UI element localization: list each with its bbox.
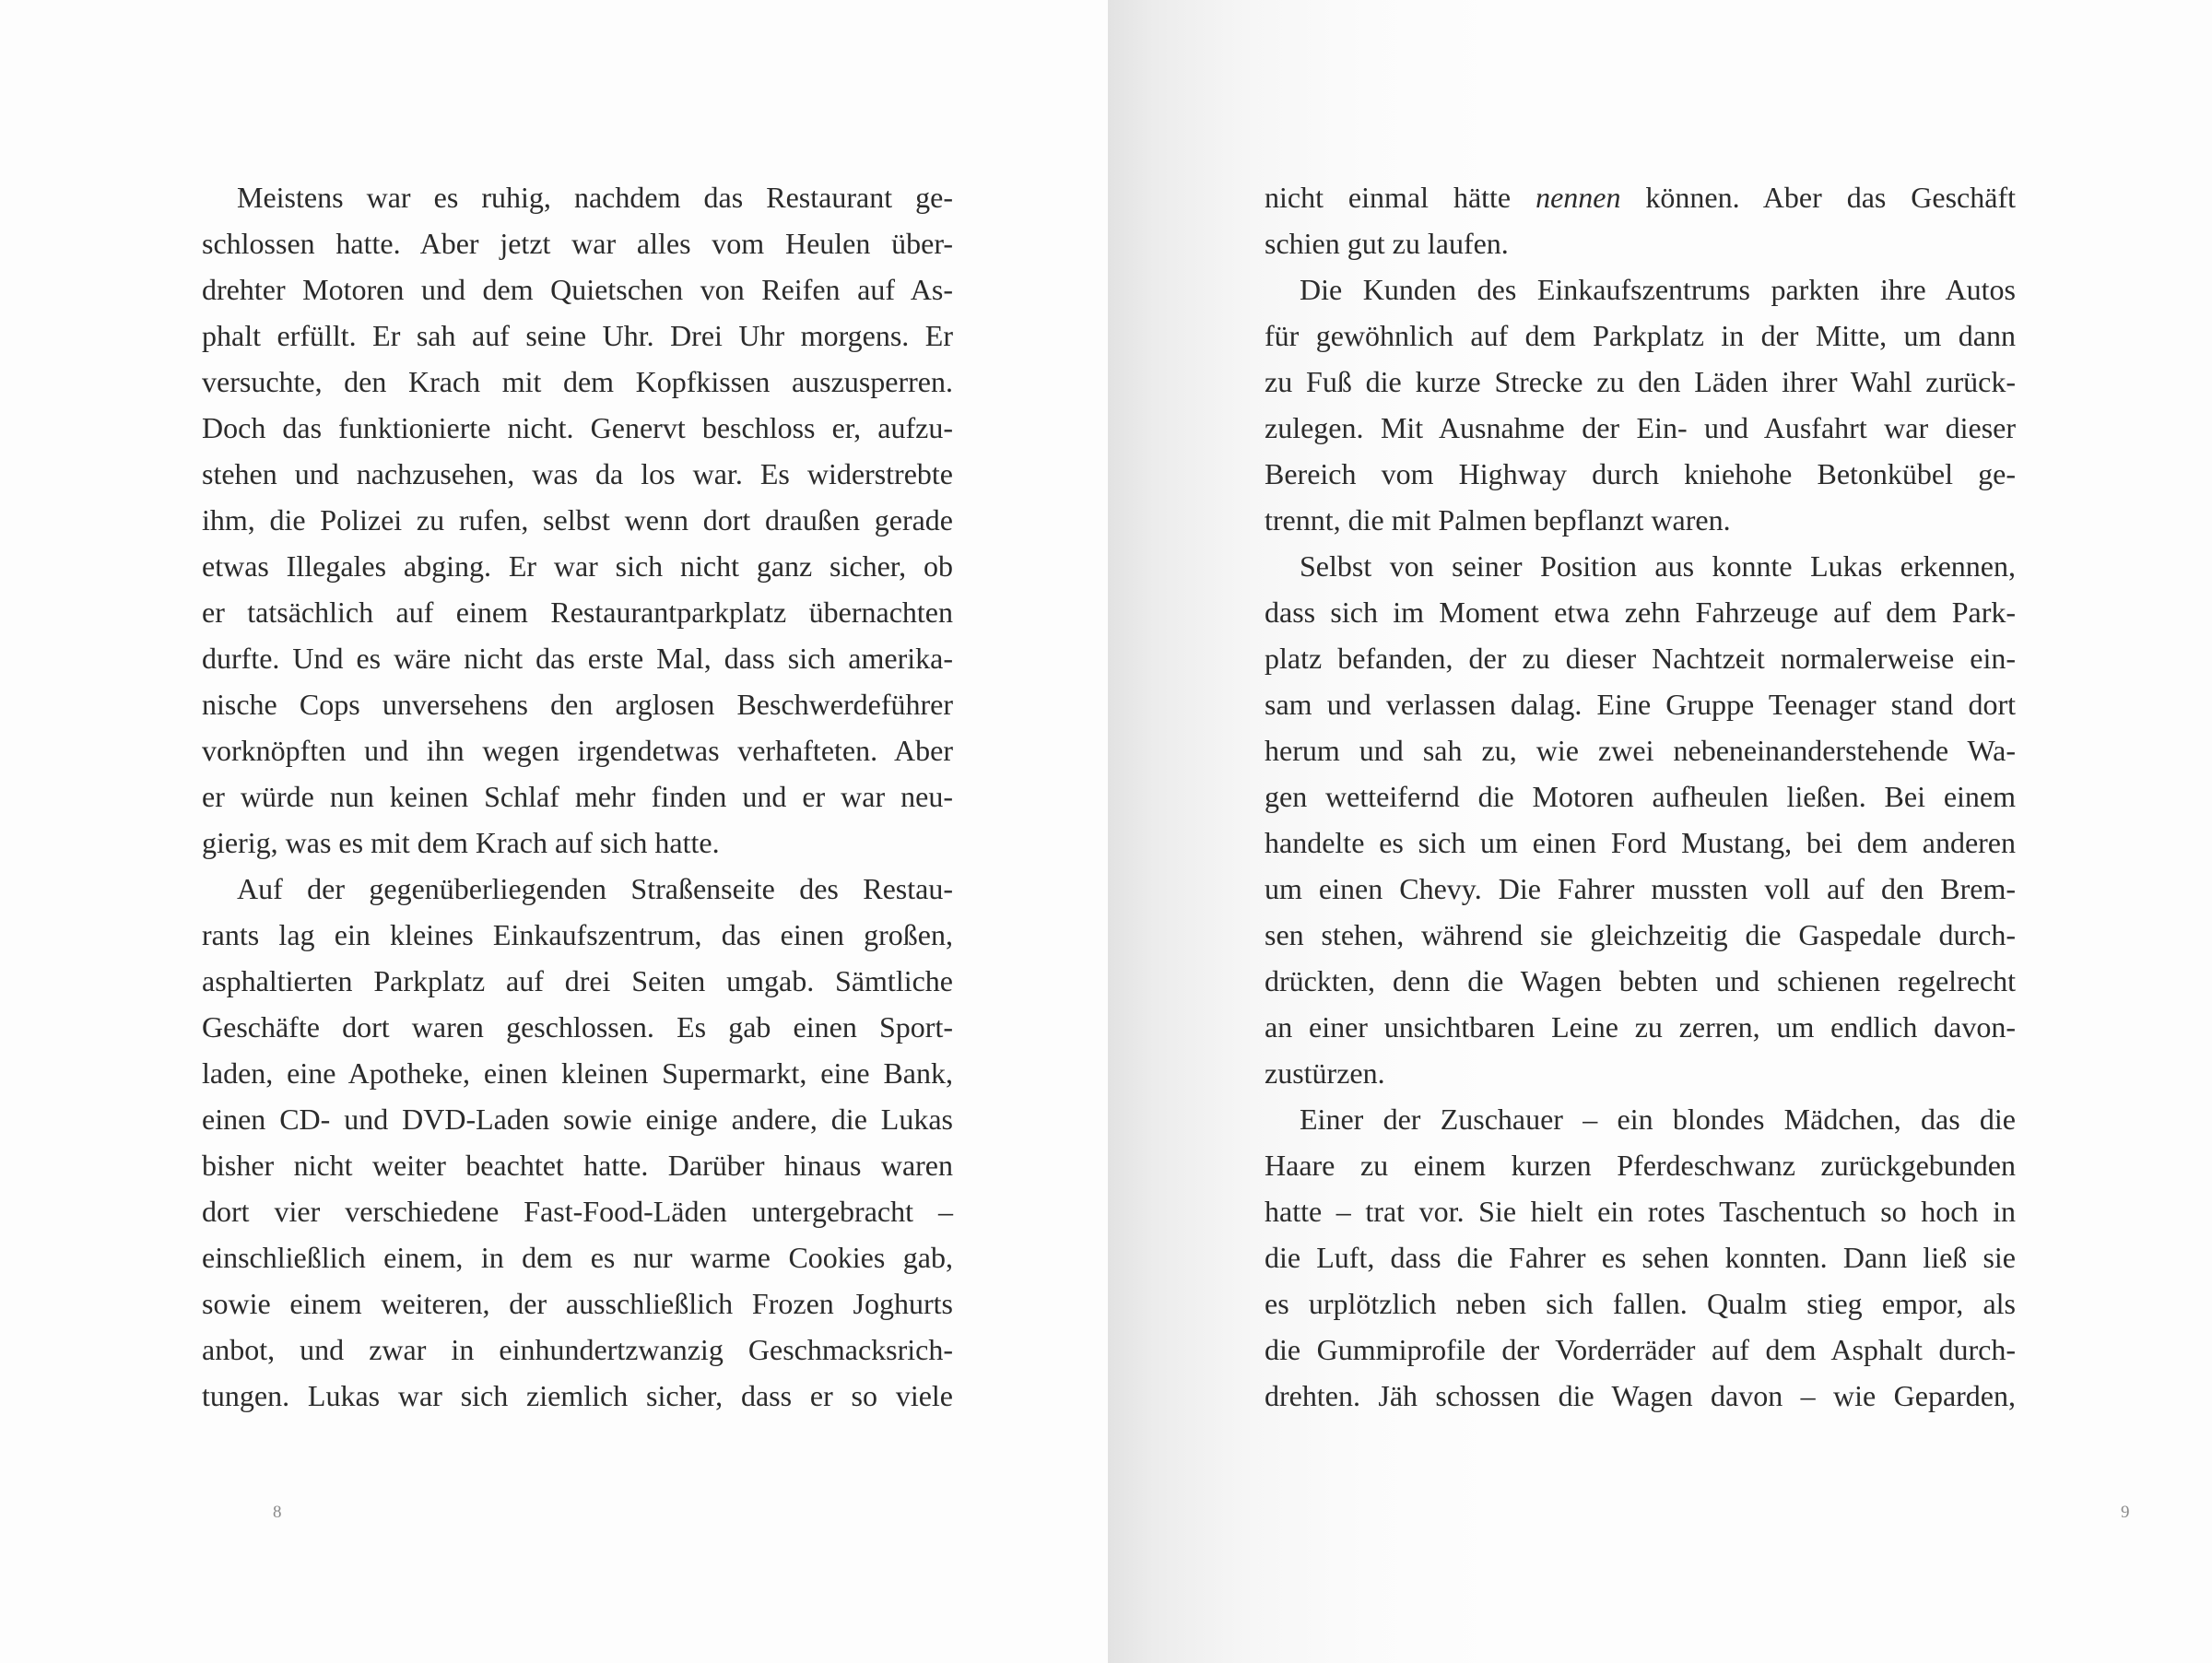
text-line: schien gut zu laufen. bbox=[1265, 227, 1509, 260]
text-line: Selbst von seiner Position aus konnte Lukas erkennen, bbox=[1300, 549, 2016, 583]
text-line: zu Fuß die kurze Strecke zu den Läden ihrer Wahl zurück- bbox=[1265, 365, 2016, 398]
text-line: sowie einem weiteren, der ausschließlich Frozen Joghurts bbox=[202, 1287, 953, 1320]
text-line: hatte – trat vor. Sie hielt ein rotes Taschentuch so hoch in bbox=[1265, 1195, 2016, 1228]
text-line: ihm, die Polizei zu rufen, selbst wenn dort draußen gerade bbox=[202, 503, 953, 537]
text-line: schlossen hatte. Aber jetzt war alles vom Heulen über- bbox=[202, 227, 953, 260]
text-line: Die Kunden des Einkaufszentrums parkten ihre Autos bbox=[1300, 273, 2016, 306]
text-line: drückten, denn die Wagen bebten und schienen regelrecht bbox=[1265, 964, 2016, 997]
text-line: sen stehen, während sie gleichzeitig die Gaspedale durch- bbox=[1265, 918, 2016, 951]
text-line: platz befanden, der zu dieser Nachtzeit normalerweise ein- bbox=[1265, 642, 2016, 675]
text-line: etwas Illegales abging. Er war sich nicht ganz sicher, ob bbox=[202, 549, 953, 583]
text-line: durfte. Und es wäre nicht das erste Mal, dass sich amerika- bbox=[202, 642, 953, 675]
text-line: bisher nicht weiter beachtet hatte. Darüber hinaus waren bbox=[202, 1149, 953, 1182]
page-number: 8 bbox=[273, 1503, 282, 1522]
text-line: Meistens war es ruhig, nachdem das Restaurant ge- bbox=[237, 181, 953, 214]
text-line: für gewöhnlich auf dem Parkplatz in der Mitte, um dann bbox=[1265, 319, 2016, 352]
text-line: Haare zu einem kurzen Pferdeschwanz zurückgebunden bbox=[1265, 1149, 2016, 1182]
text-line bbox=[1265, 174, 2016, 220]
text-line: laden, eine Apotheke, einen kleinen Supermarkt, eine Bank, bbox=[202, 1056, 953, 1090]
text-line: er tatsächlich auf einem Restaurantparkplatz übernachten bbox=[202, 596, 953, 629]
text-line: Einer der Zuschauer – ein blondes Mädchen, das die bbox=[1300, 1103, 2016, 1136]
text-line: Auf der gegenüberliegenden Straßenseite des Restau- bbox=[237, 872, 953, 905]
text-line: phalt erfüllt. Er sah auf seine Uhr. Drei Uhr morgens. Er bbox=[202, 319, 953, 352]
text-line: er würde nun keinen Schlaf mehr finden und er war neu- bbox=[202, 780, 953, 813]
left-page-text bbox=[202, 174, 953, 1419]
text-line: drehten. Jäh schossen die Wagen davon – wie Geparden, bbox=[1265, 1379, 2016, 1412]
text-line: stehen und nachzusehen, was da los war. Es widerstrebte bbox=[202, 457, 953, 490]
text-line: herum und sah zu, wie zwei nebeneinanderstehende Wa- bbox=[1265, 734, 2016, 767]
text-line: versuchte, den Krach mit dem Kopfkissen auszusperren. bbox=[202, 365, 953, 398]
text-line: tungen. Lukas war sich ziemlich sicher, dass er so viele bbox=[202, 1379, 953, 1412]
emphasized-word: nennen bbox=[1535, 181, 1621, 214]
text-line: rants lag ein kleines Einkaufszentrum, das einen großen, bbox=[202, 918, 953, 951]
text-line: asphaltierten Parkplatz auf drei Seiten umgab. Sämtliche bbox=[202, 964, 953, 997]
text-line: gierig, was es mit dem Krach auf sich hatte. bbox=[202, 826, 720, 859]
text-line: dass sich im Moment etwa zehn Fahrzeuge auf dem Park- bbox=[1265, 596, 2016, 629]
text-line: handelte es sich um einen Ford Mustang, bei dem anderen bbox=[1265, 826, 2016, 859]
text-line: vorknöpften und ihn wegen irgendetwas verhafteten. Aber bbox=[202, 734, 953, 767]
text-line: gen wetteifernd die Motoren aufheulen ließen. Bei einem bbox=[1265, 780, 2016, 813]
text-line: an einer unsichtbaren Leine zu zerren, um endlich davon- bbox=[1265, 1010, 2016, 1044]
text-line: Bereich vom Highway durch kniehohe Betonkübel ge- bbox=[1265, 457, 2016, 490]
text-line: einschließlich einem, in dem es nur warme Cookies gab, bbox=[202, 1241, 953, 1274]
text-line: um einen Chevy. Die Fahrer mussten voll auf den Brem- bbox=[1265, 872, 2016, 905]
text-line: Doch das funktionierte nicht. Genervt beschloss er, aufzu- bbox=[202, 411, 953, 444]
right-page bbox=[1108, 0, 2212, 1663]
text-line: zulegen. Mit Ausnahme der Ein- und Ausfahrt war dieser bbox=[1265, 411, 2016, 444]
text-line: es urplötzlich neben sich fallen. Qualm stieg empor, als bbox=[1265, 1287, 2016, 1320]
text-line: nische Cops unversehens den arglosen Beschwerdeführer bbox=[202, 688, 953, 721]
text-line: sam und verlassen dalag. Eine Gruppe Teenager stand dort bbox=[1265, 688, 2016, 721]
text-line: drehter Motoren und dem Quietschen von Reifen auf As- bbox=[202, 273, 953, 306]
text-line: dort vier verschiedene Fast-Food-Läden untergebracht – bbox=[202, 1195, 953, 1228]
text-line: Geschäfte dort waren geschlossen. Es gab einen Sport- bbox=[202, 1010, 953, 1044]
text-line: zustürzen. bbox=[1265, 1056, 1385, 1090]
text-run: nicht einmal hätte bbox=[1265, 181, 1512, 214]
text-run: können. Aber das Geschäft bbox=[1645, 181, 2016, 214]
text-line: die Gummiprofile der Vorderräder auf dem Asphalt durch- bbox=[1265, 1333, 2016, 1366]
text-line: trennt, die mit Palmen bepflanzt waren. bbox=[1265, 503, 1731, 537]
text-line: die Luft, dass die Fahrer es sehen konnten. Dann ließ sie bbox=[1265, 1241, 2016, 1274]
right-page-text bbox=[1265, 174, 2016, 1419]
page-number: 9 bbox=[2121, 1503, 2130, 1522]
text-line: einen CD- und DVD-Laden sowie einige andere, die Lukas bbox=[202, 1103, 953, 1136]
text-line: anbot, und zwar in einhundertzwanzig Geschmacksrich- bbox=[202, 1333, 953, 1366]
